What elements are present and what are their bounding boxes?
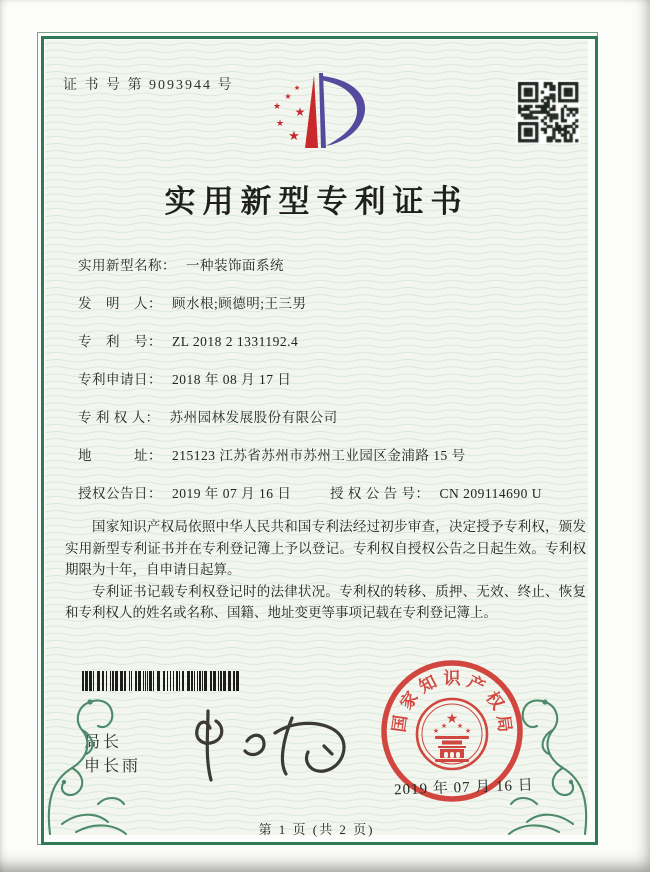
- field-label: 实用新型名称：: [78, 258, 176, 273]
- svg-text:家: 家: [396, 688, 422, 714]
- field-label: 专利申请日：: [78, 372, 162, 387]
- field-label: 授 权 公 告 号：: [330, 486, 430, 501]
- field-value: 顾水根;顾德明;王三男: [172, 296, 307, 311]
- legal-text: [65, 516, 586, 624]
- field-pair-publication-number: [330, 482, 542, 502]
- legal-paragraph-2: 专利证书记载专利权登记时的法律状况。专利权的转移、质押、无效、终止、恢复和专利权人的姓名或名称、国籍、地址变更等事项记载在专利登记簿上。: [65, 583, 586, 621]
- field-row-grant: [78, 482, 578, 502]
- national-emblem-icon: [417, 699, 487, 769]
- field-row-patent-number: [78, 330, 578, 350]
- field-label: 发 明 人：: [78, 296, 162, 311]
- field-label: 授权公告日：: [78, 486, 162, 501]
- field-value: CN 209114690 U: [439, 486, 543, 501]
- corner-ornament-left-icon: [42, 684, 147, 836]
- seal-date: 2019 年 07 月 16 日: [393, 777, 535, 799]
- svg-text:产: 产: [464, 672, 488, 697]
- officer-name: 申长雨: [84, 758, 142, 775]
- certificate-fields: [78, 254, 578, 520]
- svg-text:★: ★: [432, 727, 440, 735]
- officer-title: 局长: [84, 734, 123, 751]
- field-value: 一种装饰面系统: [186, 258, 284, 273]
- svg-text:知: 知: [416, 672, 440, 697]
- certificate-number: 证 书 号 第 9093944 号: [63, 78, 234, 93]
- svg-text:★: ★: [445, 711, 459, 727]
- field-value: 苏州园林发展股份有限公司: [169, 410, 338, 425]
- svg-text:★: ★: [294, 105, 306, 119]
- page-number: 第 1 页 (共 2 页): [258, 822, 375, 837]
- svg-text:★: ★: [464, 727, 472, 735]
- svg-text:★: ★: [456, 722, 464, 730]
- svg-text:权: 权: [482, 688, 508, 714]
- barcode: [82, 671, 242, 691]
- field-value: 2018 年 08 月 17 日: [172, 372, 292, 387]
- svg-text:识: 识: [443, 669, 461, 688]
- svg-text:★: ★: [293, 84, 301, 92]
- page-title: 实用新型专利证书: [164, 184, 469, 219]
- cnipa-logo-icon: [256, 64, 381, 156]
- field-label: 专 利 权 人：: [78, 410, 160, 425]
- svg-text:局: 局: [493, 713, 515, 734]
- field-label: 地 址：: [78, 448, 162, 463]
- field-row-name: [78, 254, 578, 274]
- legal-paragraph-1: 国家知识产权局依照中华人民共和国专利法经过初步审查，决定授予专利权，颁发实用新型专利证书并在专利登记簿上予以登记。专利权自授权公告之日起生效。专利权期限为十年，自申请日起算。: [65, 519, 586, 578]
- svg-text:★: ★: [288, 129, 300, 144]
- field-row-patentee: [78, 406, 578, 426]
- svg-text:★: ★: [275, 119, 285, 129]
- field-value: 215123 江苏省苏州市苏州工业园区金浦路 15 号: [172, 448, 466, 463]
- field-row-filing-date: [78, 368, 578, 388]
- svg-text:★: ★: [440, 722, 448, 730]
- field-value: ZL 2018 2 1331192.4: [172, 334, 299, 349]
- svg-text:★: ★: [284, 92, 292, 101]
- qr-code: [516, 80, 580, 144]
- svg-text:国: 国: [389, 713, 411, 734]
- field-label: 专 利 号：: [78, 334, 162, 349]
- svg-text:★: ★: [272, 102, 282, 112]
- field-value: 2019 年 07 月 16 日: [172, 486, 292, 501]
- signature-icon: [180, 706, 355, 788]
- field-row-address: [78, 444, 578, 464]
- field-row-inventors: [78, 292, 578, 312]
